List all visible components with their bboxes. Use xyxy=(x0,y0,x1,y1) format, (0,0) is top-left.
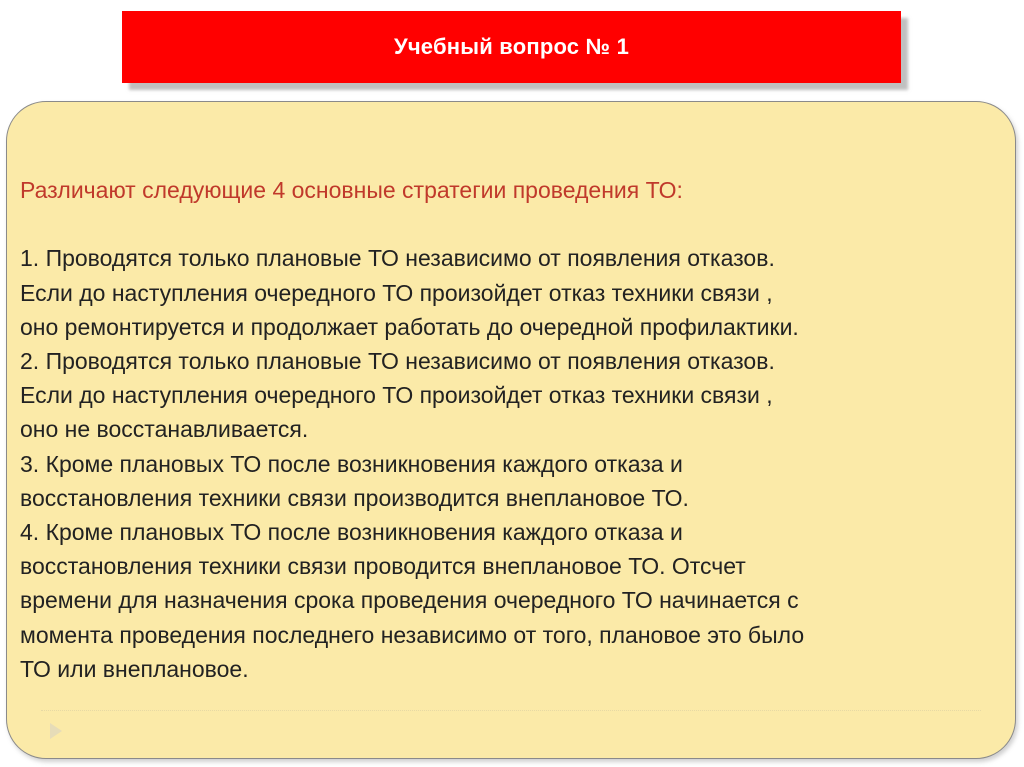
content-line: времени для назначения срока проведения очередного ТО начинается с xyxy=(20,587,799,614)
content-line: 1. Проводятся только плановые ТО независимо от появления отказов. xyxy=(20,245,775,272)
content-line: ТО или внеплановое. xyxy=(20,655,249,682)
content-line: 3. Кроме плановых ТО после возникновения каждого отказа и xyxy=(20,450,683,477)
slide-nav-strip xyxy=(41,710,981,749)
content-line: 4. Кроме плановых ТО после возникновения каждого отказа и xyxy=(20,519,683,546)
intro-line: Различают следующие 4 основные стратегии проведения ТО: xyxy=(20,177,683,203)
content-text xyxy=(20,173,1005,686)
content-line: Если до наступления очередного ТО произойдет отказ техники связи , xyxy=(20,279,773,306)
slide-title: Учебный вопрос № 1 xyxy=(393,34,630,59)
content-line: 2. Проводятся только плановые ТО независимо от появления отказов. xyxy=(20,348,775,374)
content-line: Если до наступления очередного ТО произойдет отказ техники связи , xyxy=(20,382,773,409)
play-arrow-icon[interactable] xyxy=(50,723,62,739)
content-line: восстановления техники связи проводится внеплановое ТО. Отсчет xyxy=(20,553,746,580)
content-line: оно не восстанавливается. xyxy=(20,416,309,443)
slide-title-banner xyxy=(122,11,901,83)
content-panel xyxy=(6,101,1016,759)
content-line: оно ремонтируется и продолжает работать до очередной профилактики. xyxy=(20,313,799,340)
spacer xyxy=(20,207,1005,241)
content-line: момента проведения последнего независимо от того, плановое это было xyxy=(20,621,805,648)
content-line: восстановления техники связи производится внеплановое ТО. xyxy=(20,484,689,511)
